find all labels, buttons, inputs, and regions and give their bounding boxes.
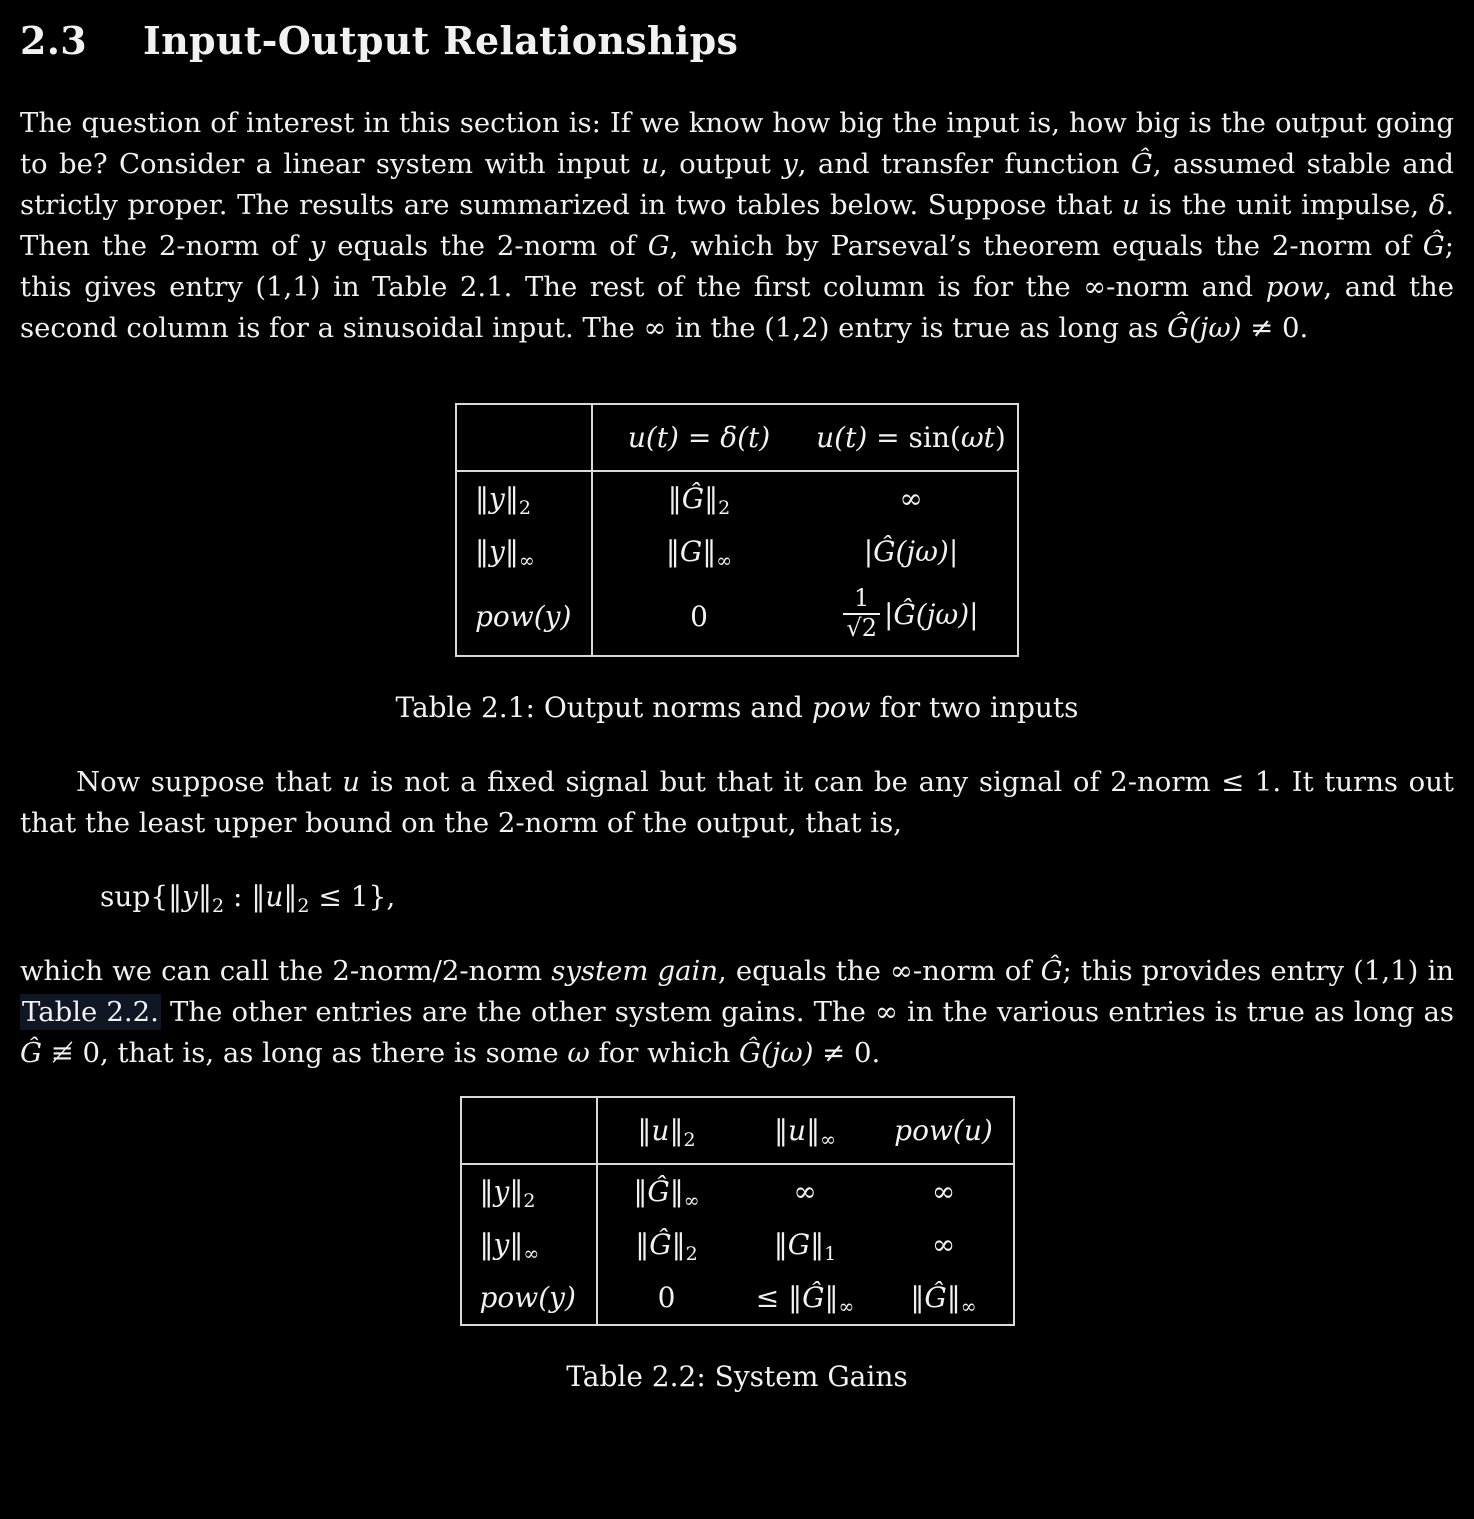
text-segment: ‖ bbox=[504, 535, 519, 568]
text-segment: ‖ bbox=[479, 1228, 494, 1262]
text-segment: u bbox=[651, 1114, 670, 1148]
column-header-impulse-input bbox=[592, 404, 805, 471]
text-segment: ‖ bbox=[475, 482, 489, 515]
text-segment: Ĝ bbox=[681, 482, 705, 515]
text-segment: ≤ bbox=[755, 1281, 789, 1315]
row-label-cell bbox=[456, 525, 592, 578]
text-segment: ‖ bbox=[633, 1175, 648, 1209]
text-segment: ‖ bbox=[667, 482, 682, 515]
row-label-cell bbox=[461, 1271, 597, 1325]
text-segment: ≤ 1}, bbox=[309, 880, 396, 914]
text-segment: 1 bbox=[824, 1243, 837, 1266]
text-segment: ‖ bbox=[704, 482, 719, 515]
text-segment: ∞ bbox=[838, 1296, 855, 1319]
text-segment: Now suppose that bbox=[76, 766, 343, 799]
text-segment: u(t) bbox=[627, 421, 679, 454]
text-segment: ≠ 0. bbox=[813, 1037, 881, 1070]
text-segment: is the unit impulse, bbox=[1139, 189, 1429, 221]
text-segment: ‖ bbox=[168, 880, 183, 914]
table-2-2-header bbox=[461, 1097, 1014, 1164]
text-segment: ‖ bbox=[637, 1114, 652, 1148]
text-segment: for two inputs bbox=[870, 691, 1079, 725]
text-segment: ∞ bbox=[931, 1175, 956, 1209]
text-segment: Ĝ bbox=[924, 1281, 947, 1315]
text-segment: ‖ bbox=[635, 1228, 650, 1262]
text-segment: ∞ bbox=[960, 1296, 977, 1319]
text-segment: , output bbox=[658, 148, 783, 180]
text-segment: u(t) bbox=[816, 421, 868, 454]
row-label-cell bbox=[461, 1218, 597, 1271]
text-segment: 0 bbox=[690, 600, 708, 634]
column-header-u-2norm bbox=[597, 1097, 736, 1164]
text-segment: ; this gives entry (1,1) in Table 2.1. The rest of the first column is for the ∞-norm and bbox=[20, 230, 1454, 303]
text-segment: | bbox=[969, 598, 979, 632]
text-segment: 2 bbox=[685, 1243, 698, 1266]
text-segment: ‖ bbox=[669, 1114, 684, 1148]
text-segment: y bbox=[489, 535, 505, 568]
text-segment: ∞ bbox=[683, 1190, 700, 1213]
display-formula-sup bbox=[100, 876, 1454, 917]
table-2-1-caption bbox=[20, 691, 1454, 724]
text-segment: , and the second column is for a sinusoidal input. The ∞ in the (1,2) entry is true as long as bbox=[20, 271, 1454, 344]
fraction: $\frac{1}{√2}$ bbox=[843, 585, 880, 642]
text-segment: y bbox=[493, 1175, 510, 1209]
table-2-2 bbox=[460, 1096, 1015, 1326]
text-segment: The other entries are the other system gains. The ∞ in the various entries is true as long as bbox=[160, 996, 1454, 1029]
table-2-2-caption bbox=[20, 1360, 1454, 1393]
text-segment: Ĝ(jω) bbox=[893, 598, 970, 632]
section-title: Input-Output Relationships bbox=[143, 18, 739, 63]
text-segment: is not a fixed signal but that it can be any signal of 2-norm ≤ 1. It turns out that the least upper bound on the 2-norm of the output, that is, bbox=[20, 766, 1454, 840]
text-segment: ‖ bbox=[806, 1114, 821, 1148]
text-segment: G bbox=[679, 535, 703, 568]
table-row bbox=[456, 525, 1018, 578]
column-header-sinusoid-input bbox=[805, 404, 1018, 471]
text-segment: ) bbox=[994, 421, 1006, 454]
text-segment: 2 bbox=[718, 497, 731, 520]
text-segment: ‖ bbox=[475, 535, 489, 568]
text-segment: Ĝ bbox=[649, 1228, 672, 1262]
text-segment: ‖ bbox=[788, 1281, 803, 1315]
text-segment: sup{ bbox=[100, 880, 169, 914]
text-segment: , which by Parseval’s theorem equals the 2-norm of bbox=[669, 230, 1423, 262]
table-cell bbox=[736, 1271, 875, 1325]
text-segment: 2 bbox=[297, 895, 310, 918]
text-segment: ; this provides entry (1,1) in bbox=[1062, 955, 1454, 988]
text-segment: Ĝ(jω) bbox=[739, 1037, 814, 1070]
table-cell bbox=[875, 1164, 1014, 1218]
text-segment: ‖ bbox=[251, 880, 266, 914]
text-segment: u bbox=[342, 766, 360, 799]
paragraph-system-gain bbox=[20, 951, 1454, 1074]
text-segment: Ĝ(jω) bbox=[1167, 312, 1242, 344]
text-segment: ≢ 0, that is, as long as there is some bbox=[41, 1037, 568, 1070]
table-cell bbox=[736, 1164, 875, 1218]
text-segment: Table 2.2: System Gains bbox=[566, 1360, 908, 1394]
text-segment: ‖ bbox=[197, 880, 212, 914]
table-cell bbox=[875, 1271, 1014, 1325]
text-segment: | bbox=[883, 598, 894, 632]
table-2-1 bbox=[455, 403, 1019, 657]
text-segment: , equals the ∞-norm of bbox=[718, 955, 1041, 988]
text-segment: G bbox=[647, 230, 670, 262]
text-segment: y bbox=[182, 880, 198, 914]
row-label-cell bbox=[456, 471, 592, 525]
text-segment: u bbox=[641, 148, 659, 180]
column-header-pow-u bbox=[875, 1097, 1014, 1164]
text-segment: Ĝ bbox=[802, 1281, 825, 1315]
text-segment: 2 bbox=[518, 497, 531, 520]
text-segment: pow bbox=[1265, 271, 1324, 303]
text-segment: which we can call the 2-norm/2-norm bbox=[20, 955, 552, 988]
text-segment: y bbox=[493, 1228, 510, 1262]
text-segment: = bbox=[678, 421, 721, 454]
text-segment: ‖ bbox=[509, 1228, 524, 1262]
table-row bbox=[456, 578, 1018, 656]
text-segment: | bbox=[863, 535, 874, 568]
text-segment: 2 bbox=[683, 1129, 696, 1152]
text-segment: system gain bbox=[551, 955, 719, 988]
table-row bbox=[456, 471, 1018, 525]
table-2-2-reference[interactable]: Table 2.2. bbox=[22, 996, 159, 1029]
text-segment: y bbox=[782, 148, 798, 180]
section-number: 2.3 bbox=[20, 18, 88, 63]
text-segment: , and transfer function bbox=[797, 148, 1131, 180]
text-segment: ωt bbox=[960, 421, 995, 454]
text-segment: ∞ bbox=[931, 1228, 956, 1262]
text-segment: δ(t) bbox=[720, 421, 771, 454]
table-2-2-body bbox=[461, 1164, 1014, 1325]
text-segment: ω bbox=[567, 1037, 590, 1070]
table-cell bbox=[736, 1218, 875, 1271]
text-segment: y bbox=[309, 230, 326, 262]
text-segment: ‖ bbox=[671, 1228, 686, 1262]
text-segment: ‖ bbox=[946, 1281, 961, 1315]
text-segment: ‖ bbox=[910, 1281, 925, 1315]
text-segment: Ĝ bbox=[1130, 148, 1153, 180]
table-cell bbox=[592, 525, 805, 578]
table-cell bbox=[597, 1164, 736, 1218]
text-segment: pow(y) bbox=[479, 1281, 576, 1315]
text-segment: : bbox=[224, 880, 252, 914]
text-segment: ∞ bbox=[716, 550, 733, 573]
table-cell bbox=[805, 471, 1018, 525]
table-row bbox=[461, 1271, 1014, 1325]
text-segment: ‖ bbox=[702, 535, 717, 568]
table-cell bbox=[592, 471, 805, 525]
text-segment: equals the 2-norm of bbox=[325, 230, 648, 262]
text-segment: y bbox=[489, 482, 505, 515]
text-segment: ‖ bbox=[773, 1228, 788, 1262]
paragraph-sup-intro bbox=[20, 762, 1454, 844]
table-cell bbox=[592, 578, 805, 656]
text-segment: for which bbox=[589, 1037, 740, 1070]
table-row bbox=[461, 1218, 1014, 1271]
text-segment: G bbox=[787, 1228, 811, 1262]
text-segment: ∞ bbox=[820, 1129, 836, 1152]
text-segment: Ĝ bbox=[20, 1037, 42, 1070]
corner-cell bbox=[456, 404, 592, 471]
table-cell bbox=[597, 1271, 736, 1325]
row-label-cell bbox=[456, 578, 592, 656]
text-segment: 0 bbox=[657, 1281, 676, 1315]
text-segment: Ĝ bbox=[1422, 230, 1445, 262]
table-cell bbox=[597, 1218, 736, 1271]
text-segment: u bbox=[265, 880, 284, 914]
text-segment: u bbox=[788, 1114, 807, 1148]
text-segment: ∞ bbox=[523, 1243, 540, 1266]
text-segment: δ bbox=[1428, 189, 1446, 221]
text-segment: 2 bbox=[211, 895, 225, 918]
table-row bbox=[461, 1164, 1014, 1218]
text-segment: ∞ bbox=[518, 550, 535, 573]
text-segment: pow(u) bbox=[894, 1114, 993, 1148]
row-label-cell bbox=[461, 1164, 597, 1218]
table-header-row bbox=[461, 1097, 1014, 1164]
text-segment: u bbox=[1121, 189, 1140, 221]
text-segment: ‖ bbox=[504, 482, 519, 515]
table-cell bbox=[875, 1218, 1014, 1271]
text-segment: ∞ bbox=[793, 1175, 817, 1209]
column-header-u-infnorm bbox=[736, 1097, 875, 1164]
text-segment: ‖ bbox=[824, 1281, 839, 1315]
text-segment: . Then the 2-norm of bbox=[20, 189, 1455, 262]
text-segment: Ĝ bbox=[647, 1175, 670, 1209]
table-2-1-body bbox=[456, 471, 1018, 656]
text-segment: ≠ 0. bbox=[1241, 312, 1309, 344]
table-cell bbox=[805, 525, 1018, 578]
text-segment: Table 2.1: Output norms and bbox=[395, 691, 812, 725]
text-segment: , assumed stable and strictly proper. The results are summarized in two tables below. Suppose that bbox=[20, 148, 1455, 221]
text-segment: ‖ bbox=[669, 1175, 684, 1209]
table-header-row bbox=[456, 404, 1018, 471]
table-2-1-figure bbox=[20, 403, 1454, 724]
text-segment: Ĝ bbox=[1040, 955, 1063, 988]
text-segment: | bbox=[948, 535, 959, 568]
table-2-1-header bbox=[456, 404, 1018, 471]
text-segment: = sin( bbox=[867, 421, 961, 454]
paragraph-intro bbox=[20, 103, 1454, 349]
text-segment: ‖ bbox=[665, 535, 680, 568]
text-segment: The question of interest in this section is: If we know how big the input is, how big is the output going to be? Consider a linear system with input bbox=[20, 107, 1454, 180]
text-segment: ‖ bbox=[810, 1228, 825, 1262]
table-cell bbox=[805, 578, 1018, 656]
text-segment: ‖ bbox=[479, 1175, 494, 1209]
section-heading bbox=[20, 18, 1454, 63]
text-segment: pow(y) bbox=[475, 600, 572, 634]
corner-cell bbox=[461, 1097, 597, 1164]
table-2-2-figure bbox=[20, 1096, 1454, 1393]
text-segment: 2 bbox=[523, 1190, 536, 1213]
text-segment: ‖ bbox=[509, 1175, 524, 1209]
text-segment: Ĝ(jω) bbox=[873, 535, 949, 568]
text-segment: ∞ bbox=[899, 482, 923, 515]
text-segment: ‖ bbox=[774, 1114, 789, 1148]
text-segment: ‖ bbox=[283, 880, 298, 914]
text-segment: pow bbox=[811, 691, 871, 725]
